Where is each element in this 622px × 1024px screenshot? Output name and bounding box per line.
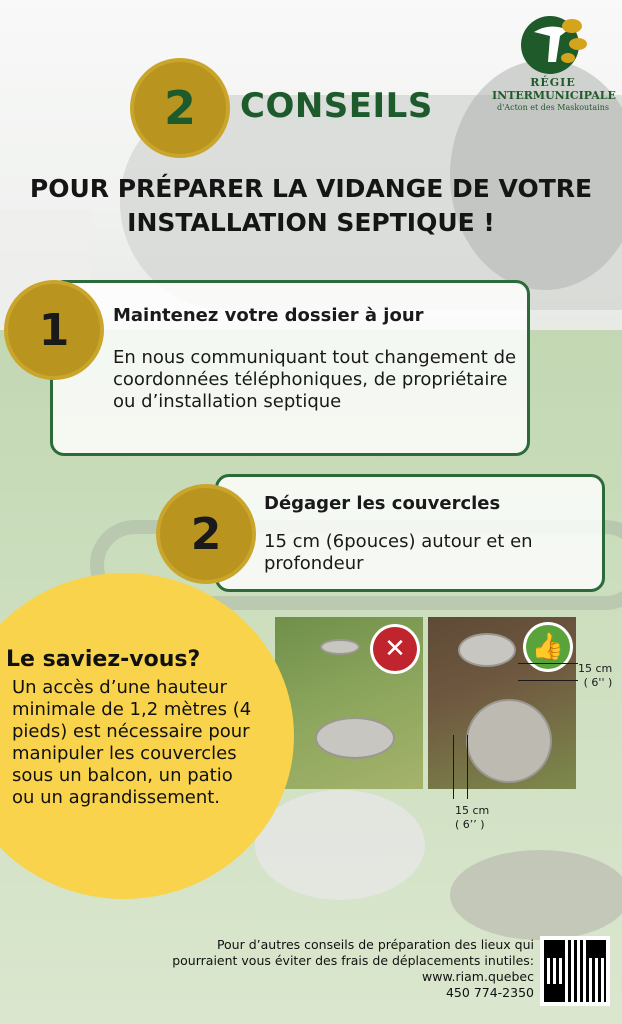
page-subtitle: POUR PRÉPARER LA VIDANGE DE VOTRE INSTALLATION SEPTIQUE ! (29, 174, 593, 237)
title-number: 2 (163, 81, 196, 135)
logo-line-2: INTERMUNICIPALE (492, 89, 616, 102)
measure-line-side (518, 663, 578, 664)
measure-depth-value: 15 cm (455, 804, 490, 817)
measure-depth-inches: ( 6’’ ) (455, 818, 485, 831)
tip-2-text: 15 cm (6pouces) autour et en profondeur (264, 531, 533, 574)
logo-line-3: d'Acton et des Maskoutains (497, 103, 609, 112)
tip-2-number-seal (160, 488, 252, 580)
measure-line-side-2 (518, 680, 578, 681)
tip-card-2 (215, 474, 605, 592)
footer-website[interactable]: www.riam.quebec (422, 969, 534, 984)
tip-2-number: 2 (190, 508, 222, 560)
measure-side-value: 15 cm (578, 662, 613, 675)
measure-side-label (578, 662, 612, 690)
measure-line-depth-2 (467, 735, 468, 799)
footer-phone: 450 774-2350 (445, 985, 534, 1000)
riam-logo (492, 14, 614, 114)
x-icon: ✕ (373, 627, 417, 671)
tip-1-number-seal (8, 284, 100, 376)
footer-line-1: Pour d’autres conseils de préparation des lieux qui (216, 937, 534, 952)
tip-1-heading: Maintenez votre dossier à jour (113, 305, 424, 326)
page-title: CONSEILS (240, 86, 433, 126)
measure-depth-label (455, 804, 489, 832)
photo-covered-lids (275, 617, 423, 789)
title-number-seal (134, 62, 226, 154)
qr-code-icon (544, 940, 606, 1002)
logo-line-1: RÉGIE (530, 76, 576, 89)
tip-1-number: 1 (38, 304, 70, 356)
tip-card-1 (50, 280, 530, 456)
thumbs-up-icon: 👍 (526, 625, 570, 669)
leaf-logo-icon (520, 14, 588, 76)
measure-side-inches: ( 6'' ) (583, 676, 613, 689)
qr-code[interactable] (540, 936, 610, 1006)
tip-2-heading: Dégager les couvercles (264, 493, 501, 514)
tip-1-text: En nous communiquant tout changement de coordonnées téléphoniques, de propriétaire ou d’installation septique (113, 347, 517, 412)
did-you-know-text: Un accès d’une hauteur minimale de 1,2 mètres (4 pieds) est nécessaire pour manipuler les couvercles sous un balcon, un patio ou un agrandissement. (12, 677, 252, 808)
photo-cleared-lids (428, 617, 576, 789)
footer-contact (96, 937, 534, 1001)
measure-line-depth (453, 735, 454, 799)
did-you-know-heading: Le saviez-vous? (6, 647, 201, 672)
footer-line-2: pourraient vous éviter des frais de déplacements inutiles: (172, 953, 534, 968)
